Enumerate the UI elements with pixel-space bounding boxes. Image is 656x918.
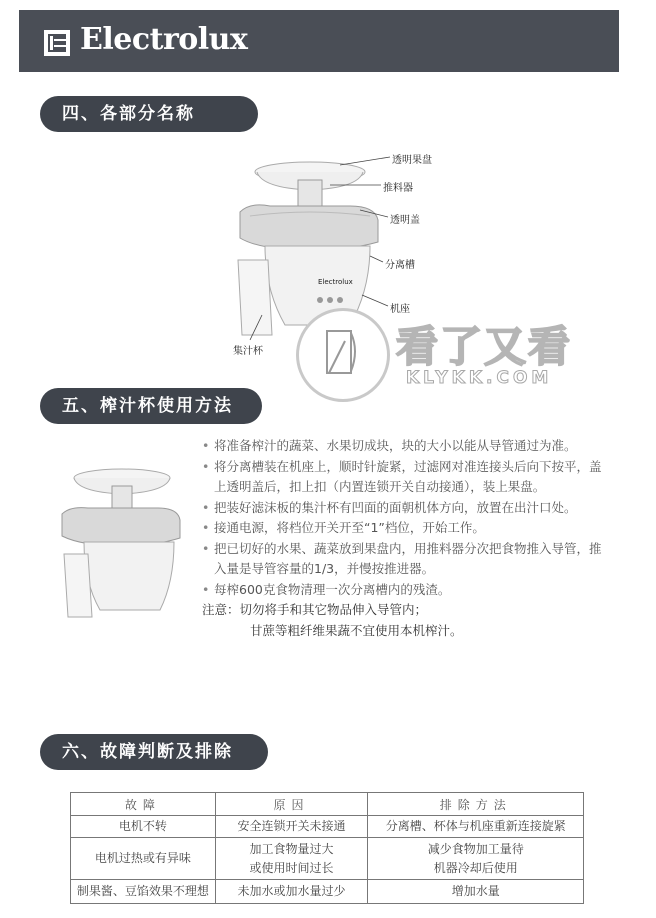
fix-cell: 增加水量	[368, 880, 584, 904]
watermark-main-text: 看了又看	[396, 322, 573, 371]
product-brand-text: Electrolux	[318, 278, 353, 286]
fault-cell: 电机过热或有异味	[71, 838, 216, 880]
note-text-1: 切勿将手和其它物品伸入导管内；	[239, 602, 428, 617]
note-label: 注意：	[202, 602, 240, 617]
usage-instructions	[202, 436, 612, 641]
label-fruit-tray: 透明果盘	[392, 155, 432, 166]
table-row	[71, 816, 584, 838]
column-header-cause: 原因	[215, 793, 368, 816]
instruction-item	[202, 580, 612, 601]
cause-line: 加工食物量过大	[249, 841, 334, 856]
table-row	[71, 880, 584, 904]
section-title-faults: 六、故障判断及排除	[40, 734, 268, 770]
label-transparent-lid: 透明盖	[390, 215, 420, 226]
instruction-item	[202, 457, 612, 498]
label-base: 机座	[390, 304, 410, 315]
instruction-text: 将准备榨汁的蔬菜、水果切成块，块的大小以能从导管通过为准。	[214, 438, 577, 453]
instruction-text: 将分离槽装在机座上，顺时针旋紧，过滤网对准连接头后向下按平，盖上透明盖后，扣上扣（内置连锁开关自动接通），装上果盘。	[214, 458, 602, 494]
brand-name: Electrolux	[80, 22, 248, 57]
bullet-icon: •	[202, 540, 210, 556]
label-separation-tank: 分离槽	[385, 260, 415, 271]
column-header-fix: 排除方法	[368, 793, 584, 816]
section-title-usage: 五、榨汁杯使用方法	[40, 388, 262, 424]
instruction-text: 每榨600克食物清理一次分离槽内的残渣。	[214, 581, 451, 597]
instruction-item	[202, 518, 612, 539]
note-line-2	[202, 621, 612, 642]
bullet-icon: •	[202, 438, 210, 453]
note-line-1	[202, 600, 612, 621]
column-header-fault: 故障	[71, 793, 216, 816]
note-text-2: 甘蔗等粗纤维果蔬不宜使用本机榨汁。	[250, 622, 463, 638]
fix-cell: 分离槽、杯体与机座重新连接旋紧	[368, 816, 584, 838]
instruction-item	[202, 498, 612, 519]
fix-line: 减少食物加工量待	[427, 841, 524, 856]
fault-cell: 电机不转	[71, 816, 216, 838]
fault-cell: 制果酱、豆馅效果不理想	[71, 880, 216, 904]
cause-cell	[215, 838, 368, 880]
instruction-item	[202, 436, 612, 457]
watermark-logo-icon	[296, 308, 390, 402]
cause-cell: 安全连锁开关未接通	[215, 816, 368, 838]
label-juice-cup: 集汁杯	[233, 346, 263, 357]
instruction-text: 把已切好的水果、蔬菜放到果盘内，用推料器分次把食物推入导管，推入量是导管容量的1/3，并慢按推进器。	[214, 540, 602, 576]
instruction-item	[202, 539, 612, 580]
fault-table	[70, 792, 584, 904]
watermark-sub-text: KLYKK.COM	[406, 368, 553, 388]
table-header-row	[71, 793, 584, 816]
fix-line: 机器冷却后使用	[433, 860, 518, 875]
bullet-icon: •	[202, 581, 210, 597]
table-row	[71, 838, 584, 880]
bullet-icon: •	[202, 520, 210, 535]
juicer-usage-illustration	[58, 462, 186, 624]
cause-line: 或使用时间过长	[249, 860, 334, 875]
fix-cell	[368, 838, 584, 880]
instruction-text: 接通电源，将档位开关开至“1”档位，开始工作。	[214, 520, 485, 535]
instruction-text: 把装好滤沫板的集汁杯有凹面的面朝机体方向，放置在出汁口处。	[214, 499, 577, 515]
electrolux-logo-icon	[44, 30, 70, 56]
bullet-icon: •	[202, 458, 210, 474]
cause-cell: 未加水或加水量过少	[215, 880, 368, 904]
section-title-parts: 四、各部分名称	[40, 96, 258, 132]
watermark	[296, 308, 586, 400]
label-pusher: 推料器	[383, 183, 413, 194]
bullet-icon: •	[202, 499, 210, 515]
